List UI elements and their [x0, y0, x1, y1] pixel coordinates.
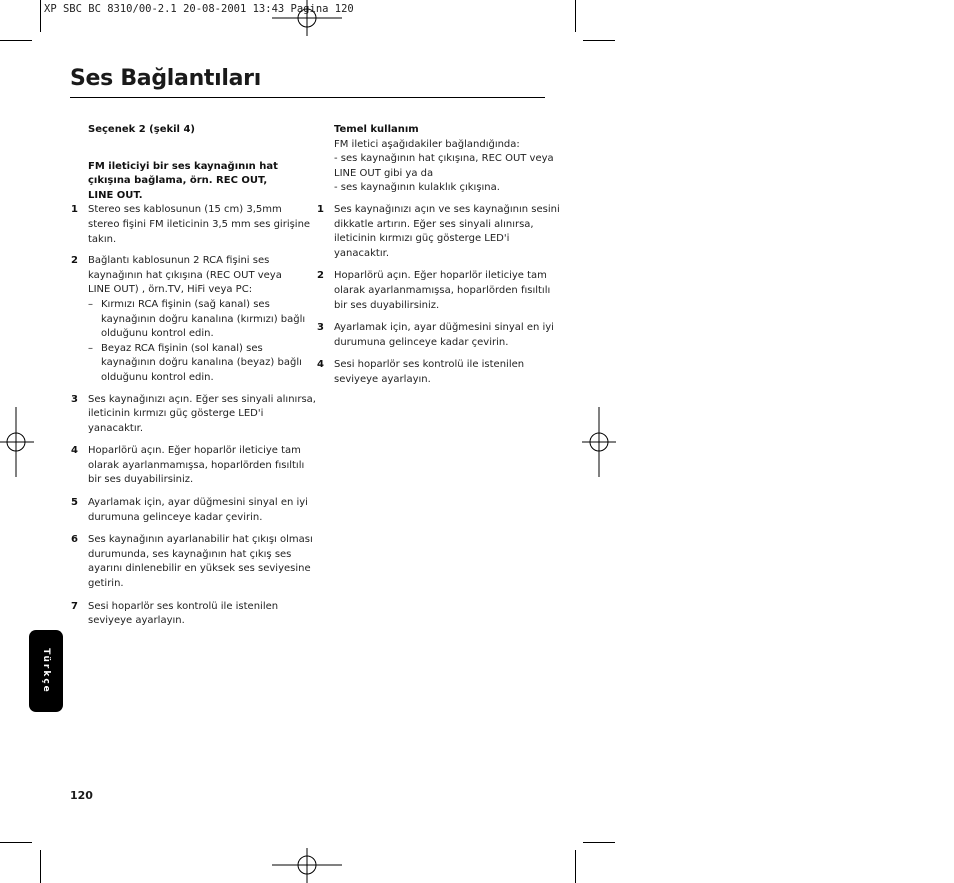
option-heading: Seçenek 2 (şekil 4)	[88, 124, 195, 135]
step-number: 2	[71, 255, 78, 267]
step-number: 1	[317, 203, 324, 215]
step-2: 2 Bağlantı kablosunun 2 RCA fişini ses kaynağının hat çıkışına (REC OUT veya LINE OUT) , örn.TV, HiFi veya PC: – Kırmızı RCA fişinin (sağ kanal) ses kaynağının doğru kanalına (kırmızı) bağlı olduğunu kontrol edin. – Beyaz RCA fişinin (sol kanal) ses kaynağının doğru kanalına (beyaz) bağlı olduğunu kontrol edin.	[71, 254, 311, 385]
right-intro: FM iletici aşağıdakiler bağlandığında: - ses kaynağının hat çıkışına, REC OUT veya LINE OUT gibi ya da - ses kaynağının kulaklık çıkışına.	[334, 138, 554, 194]
right-step-4: 4 Sesi hoparlör ses kontrolü ile istenilen seviyeye ayarlayın.	[317, 359, 525, 385]
step-number: 1	[71, 204, 78, 216]
step-number: 5	[71, 497, 78, 509]
page-number: 120	[70, 789, 93, 802]
step-5: 5 Ayarlamak için, ayar düğmesini sinyal en iyi durumuna gelinceye kadar çevirin.	[71, 497, 308, 523]
step-number: 2	[317, 270, 324, 282]
right-step-2: 2 Hoparlörü açın. Eğer hoparlör ileticiye tam olarak ayarlanmamışsa, hoparlörden fısıltılı bir ses duyabilirsiniz.	[317, 270, 551, 311]
step-number: 6	[71, 534, 78, 546]
right-step-1: 1 Ses kaynağınızı açın ve ses kaynağının sesini dikkatle artırın. Eğer ses sinyali alınırsa, ileticinin kırmızı güç gösterge LED'i yanacaktır.	[317, 203, 560, 259]
right-step-3: 3 Ayarlamak için, ayar düğmesini sinyal en iyi durumuna gelinceye kadar çevirin.	[317, 322, 554, 348]
step-number: 4	[71, 445, 78, 457]
language-tab-label: Türkçe	[41, 648, 51, 694]
right-heading: Temel kullanım	[334, 124, 419, 135]
language-tab	[29, 630, 63, 712]
step-number: 7	[71, 600, 78, 612]
left-column	[71, 123, 316, 629]
title-rule	[70, 97, 545, 98]
registration-mark-right	[582, 407, 616, 477]
step-4: 4 Hoparlörü açın. Eğer hoparlör ileticiye tam olarak ayarlanmamışsa, hoparlörden fısıltılı bir ses duyabilirsiniz.	[71, 445, 305, 486]
registration-mark-bottom	[272, 846, 342, 883]
sub-item-red: – Kırmızı RCA fişinin (sağ kanal) ses kaynağının doğru kanalına (kırmızı) bağlı olduğunu kontrol edin.	[88, 298, 306, 340]
registration-mark-left	[0, 407, 34, 477]
step-7: 7 Sesi hoparlör ses kontrolü ile istenilen seviyeye ayarlayın.	[71, 600, 279, 627]
page-title: Ses Bağlantıları	[70, 66, 261, 91]
step-number: 3	[317, 322, 324, 334]
step-6: 6 Ses kaynağının ayarlanabilir hat çıkışı olması durumunda, ses kaynağının hat çıkış ses ayarını dinlenebilir en yüksek ses seviyesine getirin.	[71, 534, 313, 590]
step-number: 4	[317, 359, 324, 371]
step-3: 3 Ses kaynağınızı açın. Eğer ses sinyali alınırsa, ileticinin kırmızı güç gösterge LED'i yanacaktır.	[71, 393, 316, 434]
right-column	[317, 123, 560, 388]
step-1: 1 Stereo ses kablosunun (15 cm) 3,5mm stereo fişini FM ileticinin 3,5 mm ses girişine takın.	[71, 204, 311, 245]
print-header: XP SBC BC 8310/00-2.1 20-08-2001 13:43 Pagina 120	[44, 3, 354, 15]
step-number: 3	[71, 393, 78, 405]
subheading: FM ileticiyi bir ses kaynağının hat çıkışına bağlama, örn. REC OUT, LINE OUT.	[88, 160, 278, 201]
sub-item-white: – Beyaz RCA fişinin (sol kanal) ses kaynağının doğru kanalına (beyaz) bağlı olduğunu kontrol edin.	[88, 342, 302, 383]
